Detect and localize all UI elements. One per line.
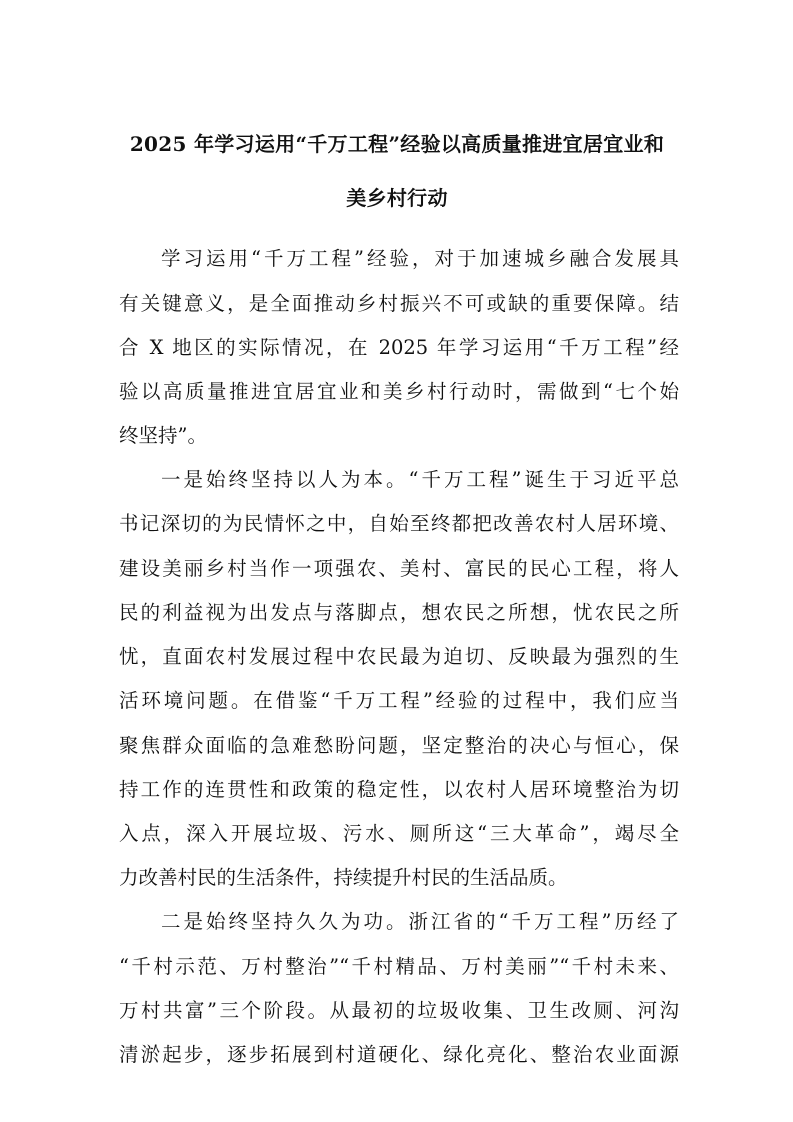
paragraph-2-line-4: 民的利益视为出发点与落脚点，想农民之所想，忧农民之所 bbox=[119, 601, 679, 624]
document-title-line-1: 2025 年学习运用“千万工程”经验以高质量推进宜居宜业和 bbox=[129, 132, 665, 156]
paragraph-1-line-4: 验以高质量推进宜居宜业和美乡村行动时，需做到“七个始 bbox=[119, 380, 679, 403]
paragraph-2-line-6: 活环境问题。在借鉴“千万工程”经验的过程中，我们应当 bbox=[119, 689, 679, 712]
paragraph-2-line-2: 书记深切的为民情怀之中，自始至终都把改善农村人居环境、 bbox=[119, 512, 679, 535]
paragraph-3-line-1: 二是始终坚持久久为功。浙江省的“千万工程”历经了 bbox=[161, 910, 679, 933]
paragraph-2-line-9: 入点，深入开展垃圾、污水、厕所这“三大革命”，竭尽全 bbox=[119, 822, 679, 845]
paragraph-1-line-2: 有关键意义，是全面推动乡村振兴不可或缺的重要保障。结 bbox=[119, 292, 679, 315]
paragraph-2-line-5: 忧，直面农村发展过程中农民最为迫切、反映最为强烈的生 bbox=[119, 645, 679, 668]
paragraph-2-line-10: 力改善村民的生活条件，持续提升村民的生活品质。 bbox=[119, 866, 568, 889]
paragraph-2-line-3: 建设美丽乡村当作一项强农、美村、富民的民心工程，将人 bbox=[119, 557, 679, 580]
paragraph-3-line-3: 万村共富”三个阶段。从最初的垃圾收集、卫生改厕、河沟 bbox=[119, 999, 679, 1022]
paragraph-2-line-7: 聚焦群众面临的急难愁盼问题，坚定整治的决心与恒心，保 bbox=[119, 734, 679, 757]
paragraph-2-line-8: 持工作的连贯性和政策的稳定性，以农村人居环境整治为切 bbox=[119, 778, 679, 801]
paragraph-1-line-5: 终坚持”。 bbox=[119, 424, 207, 447]
paragraph-1-line-1: 学习运用“千万工程”经验，对于加速城乡融合发展具 bbox=[161, 247, 679, 270]
paragraph-2-line-1: 一是始终坚持以人为本。“千万工程”诞生于习近平总 bbox=[161, 468, 679, 491]
paragraph-3-line-4: 清淤起步，逐步拓展到村道硬化、绿化亮化、整治农业面源 bbox=[119, 1043, 679, 1066]
paragraph-3-line-2: “千村示范、万村整治”“千村精品、万村美丽”“千村未来、 bbox=[119, 955, 679, 978]
paragraph-1-line-3: 合 X 地区的实际情况，在 2025 年学习运用“千万工程”经 bbox=[119, 336, 679, 359]
document-title-line-2: 美乡村行动 bbox=[346, 186, 448, 210]
